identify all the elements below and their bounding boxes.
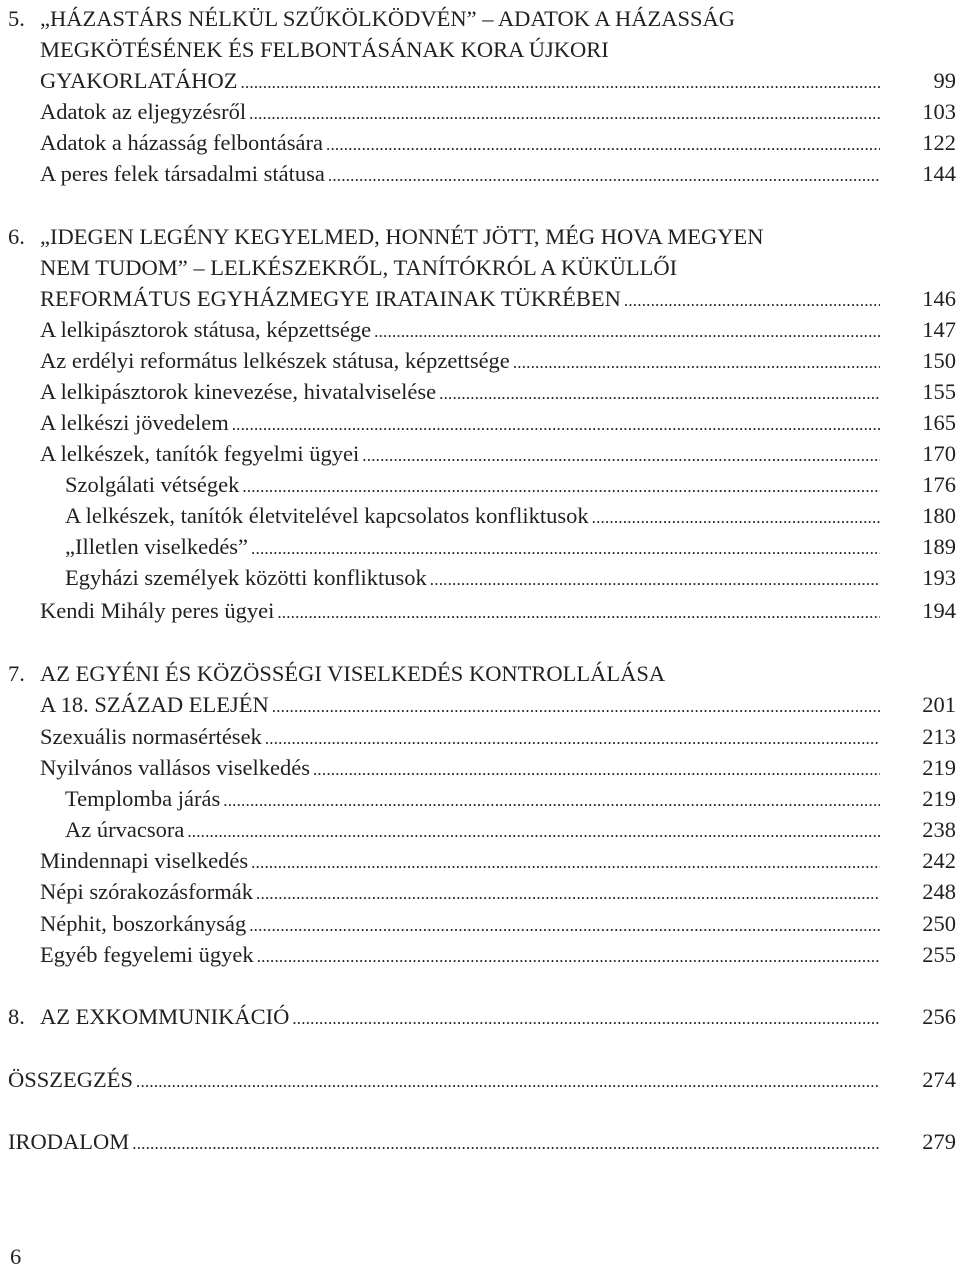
page-number: 274 (922, 1067, 956, 1092)
dot-leader (624, 283, 880, 316)
dot-leader (328, 158, 880, 191)
toc-line (0, 158, 960, 189)
toc-line (0, 531, 960, 562)
toc-title: Kendi Mihály peres ügyei (40, 598, 275, 623)
page-number: 144 (922, 161, 956, 186)
toc-line (0, 96, 960, 127)
toc-line (0, 34, 960, 65)
page-number: 150 (922, 348, 956, 373)
dot-leader (136, 1064, 880, 1097)
toc-line (0, 595, 960, 626)
chapter-number: 7. (8, 661, 25, 686)
toc-line (0, 407, 960, 438)
toc-line (0, 845, 960, 876)
toc-title: Templomba járás (65, 786, 221, 811)
toc-line (0, 939, 960, 970)
page-number: 248 (922, 879, 956, 904)
page-number: 242 (922, 848, 956, 873)
toc-title: „IDEGEN LEGÉNY KEGYELMED, HONNÉT JÖTT, MÉG HOVA MEGYEN (40, 224, 764, 249)
toc-line (0, 1126, 960, 1157)
toc-line (0, 1001, 960, 1032)
toc-title: „HÁZASTÁRS NÉLKÜL SZŰKÖLKÖDVÉN” – ADATOK A HÁZASSÁG (40, 6, 735, 31)
toc-line (0, 65, 960, 96)
dot-leader (241, 65, 881, 98)
page-number: 189 (922, 534, 956, 559)
dot-leader (132, 1126, 880, 1159)
chapter-number: 5. (8, 6, 25, 31)
page-number: 279 (922, 1129, 956, 1154)
toc-line (0, 345, 960, 376)
toc-line (0, 221, 960, 252)
dot-leader (265, 721, 880, 754)
toc-line (0, 562, 960, 593)
toc-title: REFORMÁTUS EGYHÁZMEGYE IRATAINAK TÜKRÉBEN (40, 286, 621, 311)
toc-title: NEM TUDOM” – LELKÉSZEKRŐL, TANÍTÓKRÓL A KÜKÜLLŐI (40, 255, 678, 280)
toc-title: MEGKÖTÉSÉNEK ÉS FELBONTÁSÁNAK KORA ÚJKORI (40, 37, 609, 62)
toc-title: Szolgálati vétségek (65, 472, 240, 497)
page-number: 213 (922, 724, 956, 749)
page-number: 155 (922, 379, 956, 404)
dot-leader (232, 407, 880, 440)
toc-line (0, 283, 960, 314)
toc-title: AZ EGYÉNI ÉS KÖZÖSSÉGI VISELKEDÉS KONTROLLÁLÁSA (40, 661, 666, 686)
toc-title: Mindennapi viselkedés (40, 848, 249, 873)
toc-title: A lelkipásztorok státusa, képzettsége (40, 317, 372, 342)
dot-leader (187, 814, 880, 847)
toc-line (0, 752, 960, 783)
toc-title: Az úrvacsora (65, 817, 185, 842)
dot-leader (326, 127, 880, 160)
toc-line (0, 689, 960, 720)
toc-line (0, 658, 960, 689)
dot-leader (592, 500, 880, 533)
toc-title: Szexuális normasértések (40, 724, 262, 749)
toc-line (0, 438, 960, 469)
page-number: 99 (933, 68, 956, 93)
toc-line (0, 469, 960, 500)
dot-leader (277, 595, 880, 628)
toc-title: „Illetlen viselkedés” (65, 534, 249, 559)
chapter-number: 8. (8, 1004, 25, 1029)
toc-line (0, 376, 960, 407)
dot-leader (439, 376, 880, 409)
toc-line (0, 908, 960, 939)
toc-title: Adatok az eljegyzésről (40, 99, 247, 124)
dot-leader (257, 939, 880, 972)
page-folio: 6 (10, 1244, 22, 1269)
page-number: 147 (922, 317, 956, 342)
page-number: 193 (922, 565, 956, 590)
toc-title: Egyéb fegyelemi ügyek (40, 942, 254, 967)
toc-title: ÖSSZEGZÉS (8, 1067, 134, 1092)
toc-title: Egyházi személyek közötti konfliktusok (65, 565, 427, 590)
page-number: 176 (922, 472, 956, 497)
toc-title: A lelkészek, tanítók életvitelével kapcsolatos konfliktusok (65, 503, 589, 528)
toc-title: A 18. SZÁZAD ELEJÉN (40, 692, 269, 717)
toc-line (0, 814, 960, 845)
page-number: 219 (922, 755, 956, 780)
dot-leader (249, 96, 880, 129)
page-number: 122 (922, 130, 956, 155)
toc-line (0, 876, 960, 907)
toc-title: Néphit, boszorkányság (40, 911, 247, 936)
toc-title: A peres felek társadalmi státusa (40, 161, 325, 186)
toc-line (0, 127, 960, 158)
toc-title: AZ EXKOMMUNIKÁCIÓ (40, 1004, 290, 1029)
toc-title: A lelkészek, tanítók fegyelmi ügyei (40, 441, 360, 466)
dot-leader (272, 689, 880, 722)
page-number: 146 (922, 286, 956, 311)
toc-title: Népi szórakozásformák (40, 879, 254, 904)
dot-leader (256, 876, 880, 909)
page-number: 170 (922, 441, 956, 466)
page-number: 256 (922, 1004, 956, 1029)
toc-line (0, 500, 960, 531)
page-number: 194 (922, 598, 956, 623)
page-number: 250 (922, 911, 956, 936)
chapter-number: 6. (8, 224, 25, 249)
dot-leader (374, 314, 880, 347)
page-number: 219 (922, 786, 956, 811)
toc-title: Az erdélyi református lelkészek státusa, képzettsége (40, 348, 510, 373)
toc-line (0, 1064, 960, 1095)
dot-leader (313, 752, 880, 785)
toc-title: Adatok a házasság felbontására (40, 130, 323, 155)
dot-leader (513, 345, 880, 378)
toc-title: GYAKORLATÁHOZ (40, 68, 238, 93)
page-number: 255 (922, 942, 956, 967)
dot-leader (251, 531, 880, 564)
toc-line (0, 252, 960, 283)
toc-line (0, 783, 960, 814)
dot-leader (242, 469, 880, 502)
toc-line (0, 3, 960, 34)
page-number: 103 (922, 99, 956, 124)
toc-title: A lelkészi jövedelem (40, 410, 229, 435)
dot-leader (251, 845, 880, 878)
dot-leader (430, 562, 880, 595)
toc-title: Nyilvános vallásos viselkedés (40, 755, 310, 780)
toc-title: A lelkipásztorok kinevezése, hivatalviselése (40, 379, 437, 404)
dot-leader (292, 1001, 880, 1034)
dot-leader (249, 908, 880, 941)
page-number: 238 (922, 817, 956, 842)
page-number: 201 (922, 692, 956, 717)
toc-line (0, 314, 960, 345)
toc-line (0, 721, 960, 752)
dot-leader (223, 783, 880, 816)
page-number: 165 (922, 410, 956, 435)
dot-leader (362, 438, 880, 471)
page-number: 180 (922, 503, 956, 528)
toc-title: IRODALOM (8, 1129, 130, 1154)
